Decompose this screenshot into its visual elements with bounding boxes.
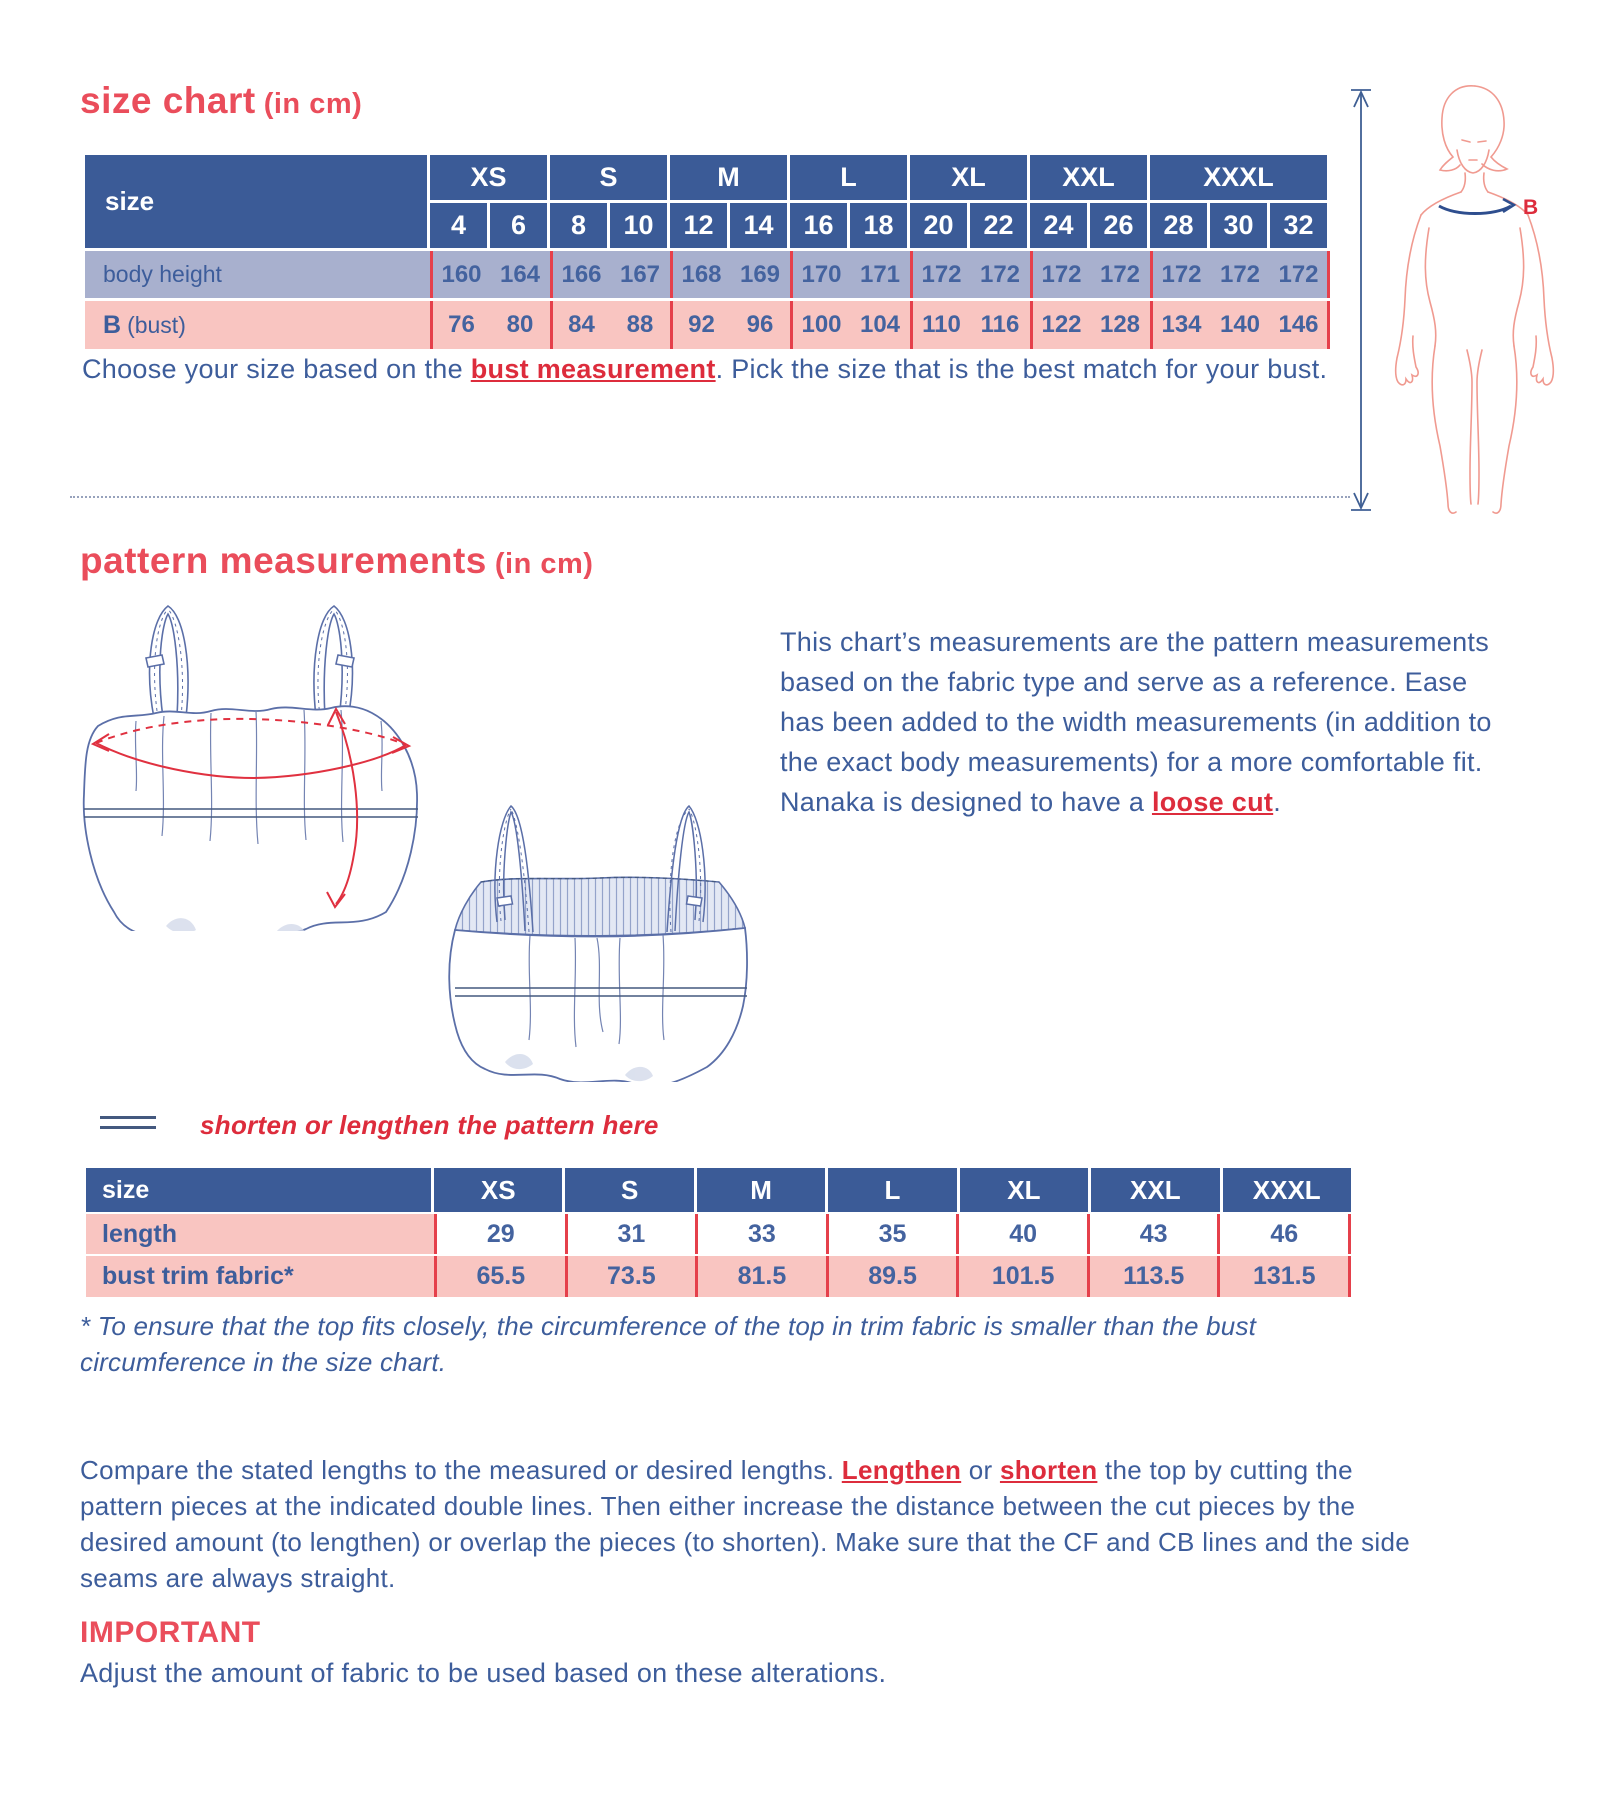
bust-label-b: B [103,310,122,339]
front-straps [146,606,354,718]
bust-label [85,301,430,349]
size-group-cell: XS [430,155,550,200]
size-number-cell: 28 [1150,203,1210,248]
length-value-cell: 35 [826,1214,957,1254]
size-number-cell: 12 [670,203,730,248]
size-group-cell: S [550,155,670,200]
size-group-cell: XL [910,155,1030,200]
bust-trim-value-cell: 113.5 [1087,1256,1218,1297]
lengthen-link: Lengthen [841,1455,962,1485]
bust-line-icon [1439,199,1514,214]
body-height-value-cell: 169 [739,260,781,288]
size-chart-corner-cell: size [85,155,430,248]
body-height-value-cell: 172 [1270,251,1330,298]
top-back-illustration [445,792,755,1082]
bust-trim-values [434,1256,1351,1297]
length-value-cell: 46 [1217,1214,1351,1254]
length-values [434,1214,1351,1254]
bust-value-cell: 92 [670,301,730,349]
shorten-link: shorten [999,1455,1098,1485]
size-chart-heading-text: size chart [80,80,256,121]
bust-value-cell: 128 [1099,311,1141,338]
size-group-cell: XXXL [1150,155,1330,200]
size-chart-header [85,155,1330,248]
top-front-illustration [76,596,426,931]
bust-trim-value-cell: 73.5 [565,1256,696,1297]
lengthen-shorten-lines-icon [100,1116,156,1136]
bust-value-cell: 96 [746,311,774,338]
choose-size-note-part1: Choose your size based on the [82,354,471,384]
size-number-cell: 30 [1210,203,1270,248]
bust-value-cell: 84 [550,301,610,349]
body-height-value-cell: 172 [1219,260,1261,288]
pm-column-header-cell: M [697,1168,828,1212]
size-number-cell: 16 [790,203,850,248]
size-group-cell: M [670,155,790,200]
bust-value-cell: 122 [1030,301,1090,349]
pm-column-header-cell: L [828,1168,959,1212]
bust-label-rest: (bust) [127,311,186,338]
trim-footnote: * To ensure that the top fits closely, the circumference of the top in trim fabric is smaller than the bust circumference in the size chart. [80,1311,1257,1377]
compare-part2: the top by cutting the pattern pieces at the indicated double lines. Then either increase the distance between the cut pieces by the desired amount (to lengthen) or overlap the pieces (to shorten). Make sure that the CF and CB lines and the side seams are always straight. [80,1455,1410,1593]
size-chart-sizes-row [430,203,1330,248]
bust-trim-label: bust trim fabric* [86,1256,434,1297]
figure-b-label: B [1523,196,1539,219]
bust-trim-value-cell: 65.5 [434,1256,565,1297]
bust-value-cell: 76 [430,301,490,349]
section-divider [70,496,1350,498]
pattern-measurements-heading-unit: (in cm) [494,548,594,580]
length-value-cell: 33 [695,1214,826,1254]
front-body [84,706,417,931]
choose-size-note-part2: . Pick the size that is the best match for your bust. [715,354,1328,384]
body-height-value-cell: 172 [1030,251,1090,298]
size-number-cell: 20 [910,203,970,248]
bust-measurement-link: bust measurement [470,354,716,384]
size-number-cell: 8 [550,203,610,248]
size-number-cell: 10 [610,203,670,248]
size-number-cell: 32 [1270,203,1330,248]
pattern-measurements-table [86,1168,1351,1297]
size-number-cell: 24 [1030,203,1090,248]
bust-value-cell: 140 [1219,311,1261,338]
bust-trim-value-cell: 101.5 [956,1256,1087,1297]
body-height-value-cell: 172 [1150,251,1210,298]
pm-column-header-cell: XXXL [1223,1168,1351,1212]
pm-column-header-cell: XS [434,1168,565,1212]
length-value-cell: 31 [565,1214,696,1254]
bust-value-cell: 80 [506,311,534,338]
bust-value-cell: 110 [910,301,970,349]
body-height-row [85,251,1330,298]
size-group-cell: L [790,155,910,200]
pm-table-header [86,1168,1351,1212]
body-height-value-cell: 164 [499,260,541,288]
pm-corner-cell: size [86,1168,434,1212]
size-chart-heading-unit: (in cm) [263,88,363,120]
pattern-description [780,622,1500,822]
choose-size-note [82,354,1382,385]
loose-cut-link: loose cut [1151,787,1274,817]
woman-outline [1396,86,1554,513]
pm-column-header-cell: S [565,1168,696,1212]
bust-value-cell: 88 [626,311,654,338]
compare-paragraph [80,1452,1410,1596]
body-height-value-cell: 172 [979,260,1021,288]
bust-values [430,301,1330,349]
size-number-cell: 26 [1090,203,1150,248]
important-text: Adjust the amount of fabric to be used based on these alterations. [80,1658,887,1688]
pattern-description-part2: . [1273,787,1281,817]
important-heading: IMPORTANT [80,1616,261,1649]
pattern-measurements-heading-text: pattern measurements [80,540,487,581]
bust-value-cell: 146 [1270,301,1330,349]
bust-value-cell: 104 [859,311,901,338]
size-number-cell: 18 [850,203,910,248]
pm-columns-row [434,1168,1351,1212]
compare-mid: or [961,1455,1000,1485]
size-number-cell: 6 [490,203,550,248]
body-height-value-cell: 171 [859,260,901,288]
bust-trim-value-cell: 81.5 [695,1256,826,1297]
body-height-label: body height [103,261,222,287]
size-chart-header-right [430,155,1330,248]
height-arrow-icon [1351,90,1371,510]
bust-trim-value-cell: 89.5 [826,1256,957,1297]
compare-part1: Compare the stated lengths to the measured or desired lengths. [80,1455,842,1485]
length-row [86,1214,1351,1254]
length-value-cell: 43 [1087,1214,1218,1254]
length-value-cell: 40 [956,1214,1087,1254]
body-height-value-cell: 172 [910,251,970,298]
size-chart-groups-row [430,155,1330,200]
pm-column-header-cell: XXL [1091,1168,1222,1212]
body-height-value-cell: 170 [790,251,850,298]
size-number-cell: 22 [970,203,1030,248]
bust-value-cell: 100 [790,301,850,349]
pattern-description-part1: This chart’s measurements are the pattern measurements based on the fabric type and serve as a reference. Ease has been added to the width measurements (in addition to the exact body measurements) for a more comfortable fit. Nanaka is designed to have a [780,627,1492,817]
body-height-value-cell: 167 [619,260,661,288]
size-chart-heading [80,80,362,122]
length-value-cell: 29 [434,1214,565,1254]
length-label: length [86,1214,434,1254]
pattern-measurements-heading [80,540,593,582]
bust-value-cell: 134 [1150,301,1210,349]
body-height-value-cell: 168 [670,251,730,298]
size-number-cell: 4 [430,203,490,248]
size-chart-table [85,155,1330,349]
bust-trim-row [86,1256,1351,1297]
bust-value-cell: 116 [980,311,1020,338]
body-height-value-cell: 172 [1099,260,1141,288]
pm-column-header-cell: XL [960,1168,1091,1212]
body-height-values [430,251,1330,298]
size-number-cell: 14 [730,203,790,248]
size-group-cell: XXL [1030,155,1150,200]
body-height-value-cell: 160 [430,251,490,298]
body-height-value-cell: 166 [550,251,610,298]
body-figure-illustration [1345,80,1585,520]
bust-row [85,301,1330,349]
bust-trim-value-cell: 131.5 [1217,1256,1351,1297]
legend-text: shorten or lengthen the pattern here [200,1110,659,1140]
